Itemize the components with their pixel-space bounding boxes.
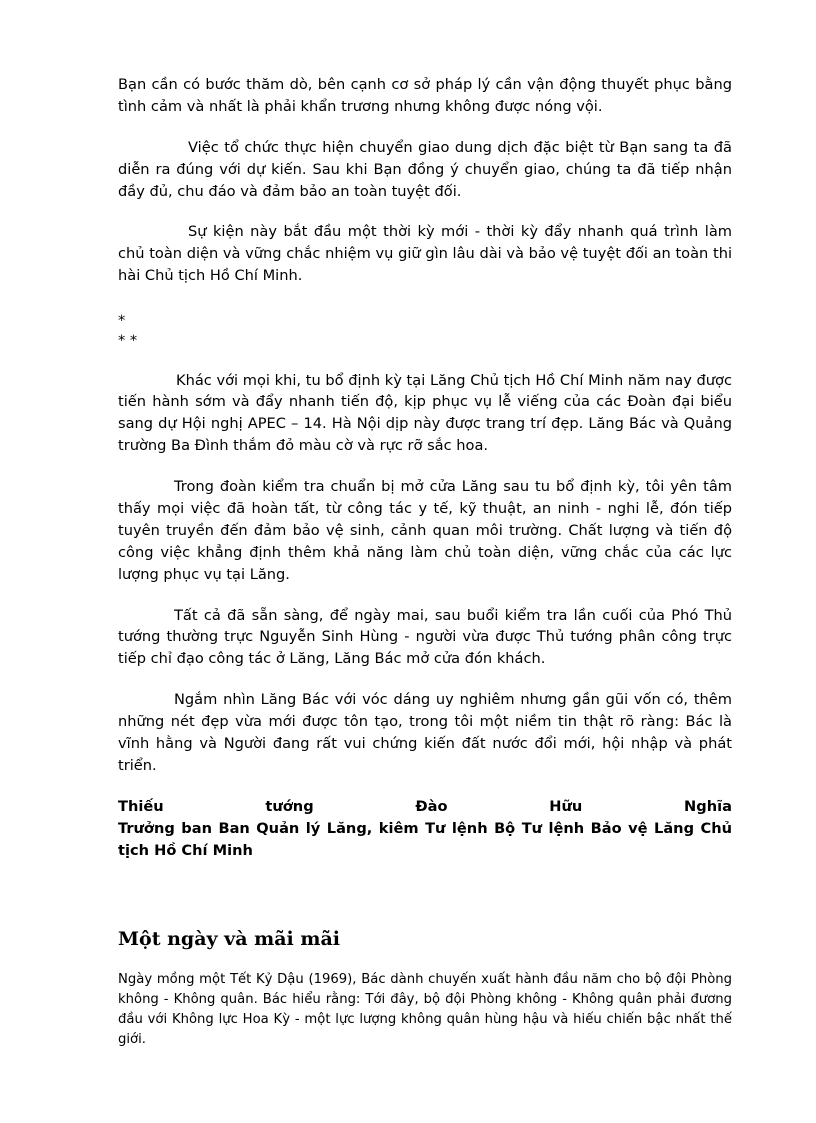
- author-signature: [118, 796, 732, 862]
- paragraph-6: Tất cả đã sẵn sàng, để ngày mai, sau buổi kiểm tra lần cuối của Phó Thủ tướng thường trực Nguyễn Sinh Hùng - người vừa được Thủ tướng phân công trực tiếp chỉ đạo công tác ở Lăng, Lăng Bác mở cửa đón khách.: [118, 606, 732, 668]
- author-title: Trưởng ban Ban Quản lý Lăng, kiêm Tư lệnh Bộ Tư lệnh Bảo vệ Lăng Chủ tịch Hồ Chí Minh: [118, 819, 732, 859]
- author-name: [118, 796, 732, 818]
- document-page: [118, 74, 732, 1049]
- paragraph-4: Khác với mọi khi, tu bổ định kỳ tại Lăng Chủ tịch Hồ Chí Minh năm nay được tiến hành sớm và đẩy nhanh tiến độ, kịp phục vụ lễ viếng của các Đoàn đại biểu sang dự Hội nghị APEC – 14. Hà Nội dịp này được trang trí đẹp. Lăng Bác và Quảng trường Ba Đình thắm đỏ màu cờ và rực rỡ sắc hoa.: [118, 371, 732, 455]
- section-heading: Một ngày và mãi mãi: [118, 928, 341, 951]
- author-name-word: tướng: [265, 797, 314, 815]
- paragraph-1: Bạn cần có bước thăm dò, bên cạnh cơ sở pháp lý cần vận động thuyết phục bằng tình cảm và nhất là phải khẩn trương nhưng không được nóng vội.: [118, 76, 732, 115]
- paragraph-7: Ngắm nhìn Lăng Bác với vóc dáng uy nghiêm nhưng gần gũi vốn có, thêm những nét đẹp vừa mới được tôn tạo, trong tôi một niềm tin thật rõ ràng: Bác là vĩnh hằng và Người đang rất vui chứng kiến đất nước đổi mới, hội nhập và phát triển.: [118, 691, 732, 774]
- author-name-word: Nghĩa: [684, 797, 732, 815]
- separator-line-2: * *: [118, 331, 138, 349]
- section-separator: [118, 311, 732, 350]
- author-name-word: Thiếu: [118, 797, 164, 815]
- paragraph-5: Trong đoàn kiểm tra chuẩn bị mở cửa Lăng sau tu bổ định kỳ, tôi yên tâm thấy mọi việc đã hoàn tất, từ công tác y tế, kỹ thuật, an ninh - nghi lễ, đón tiếp tuyên truyền đến đảm bảo vệ sinh, cảnh quan môi trường. Chất lượng và tiến độ công việc khẳng định thêm khả năng làm chủ toàn diện, vững chắc của các lực lượng phục vụ tại Lăng.: [118, 478, 732, 583]
- author-name-word: Hữu: [549, 797, 583, 815]
- paragraph-3: Sự kiện này bắt đầu một thời kỳ mới - thời kỳ đẩy nhanh quá trình làm chủ toàn diện và vững chắc nhiệm vụ giữ gìn lâu dài và bảo vệ tuyệt đối an toàn thi hài Chủ tịch Hồ Chí Minh.: [118, 223, 732, 285]
- author-name-word: Đào: [415, 797, 448, 815]
- separator-line-1: *: [118, 312, 126, 330]
- section-paragraph: Ngày mồng một Tết Kỷ Dậu (1969), Bác dành chuyến xuất hành đầu năm cho bộ đội Phòng không - Không quân. Bác hiểu rằng: Tới đây, bộ đội Phòng không - Không quân phải đương đầu với Không lực Hoa Kỳ - một lực lượng không quân hùng hậu và hiếu chiến bậc nhất thế giới.: [118, 972, 732, 1047]
- paragraph-2: Việc tổ chức thực hiện chuyển giao dung dịch đặc biệt từ Bạn sang ta đã diễn ra đúng với dự kiến. Sau khi Bạn đồng ý chuyển giao, chúng ta đã tiếp nhận đầy đủ, chu đáo và đảm bảo an toàn tuyệt đối.: [118, 138, 732, 200]
